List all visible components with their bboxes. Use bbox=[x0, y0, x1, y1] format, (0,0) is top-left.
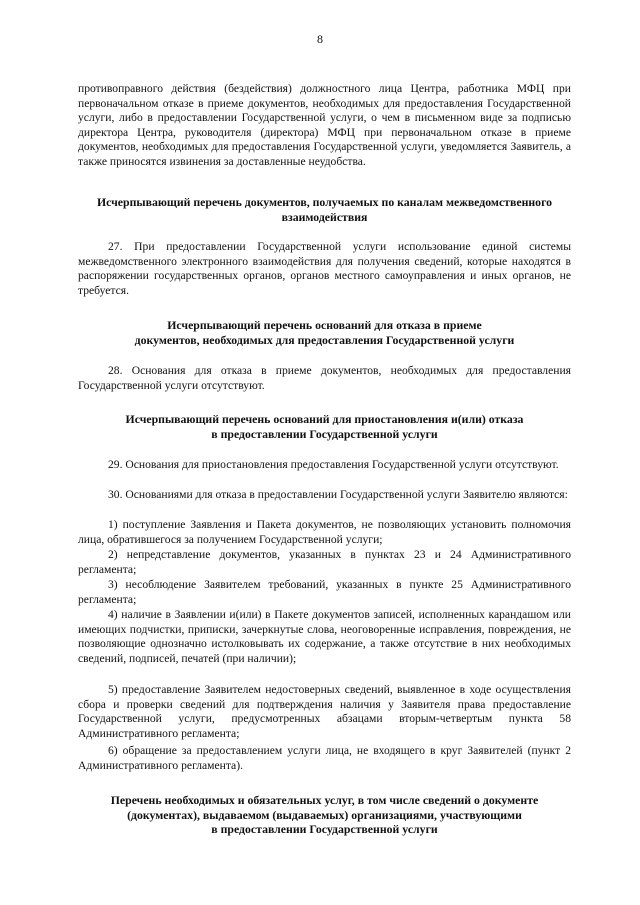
page-number: 8 bbox=[317, 32, 323, 46]
heading-line: Перечень необходимых и обязательных услуг, в том числе сведений о документе bbox=[110, 793, 539, 807]
heading-line: взаимодействия bbox=[281, 209, 368, 224]
heading-mandatory-services bbox=[78, 793, 571, 837]
heading-line: Исчерпывающий перечень оснований для отказа в приеме bbox=[167, 318, 482, 332]
paragraph-28: 28. Основания для отказа в приеме документов, необходимых для предоставления Государственной услуги отсутствуют. bbox=[78, 364, 571, 392]
list-item-1: 1) поступление Заявления и Пакета документов, не позволяющих установить полномочия лица, обратившегося за получением Государственной услуги; bbox=[78, 518, 571, 546]
list-item-5: 5) предоставление Заявителем недостоверных сведений, выявленное в ходе осуществления сбора и проверки сведений для подтверждения наличия у Заявителя права предоставление Государственной услуги, предусмотренных абзацами вторым-четвертым пункта 58 Административного регламента; bbox=[78, 683, 571, 740]
heading-line: в предоставлении Государственной услуги bbox=[211, 426, 438, 441]
paragraph-29: 29. Основания для приостановления предоставления Государственной услуги отсутствуют. bbox=[108, 458, 559, 471]
list-item-4: 4) наличие в Заявлении и(или) в Пакете документов записей, исполненных карандашом или имеющих подчистки, приписки, зачеркнутые слова, неоговоренные исправления, повреждения, не позволяющие однозначно истолковывать их содержание, а также отсутствие в них необходимых сведений, подписей, печатей (при наличии); bbox=[78, 608, 571, 665]
paragraph-intro: противоправного действия (бездействия) должностного лица Центра, работника МФЦ при первоначальном отказе в приеме документов, необходимых для предоставления Государственной услуги, либо в предоставлении Государственной услуги, о чем в письменном виде за подписью директора Центра, руководителя (директора) МФЦ при первоначальном отказе в приеме документов, необходимых для предоставления Государственной услуги, уведомляется Заявитель, а также приносятся извинения за доставленные неудобства. bbox=[78, 82, 571, 168]
heading-line: документов, необходимых для предоставления Государственной услуги bbox=[134, 332, 515, 347]
heading-line: Исчерпывающий перечень документов, получаемых по каналам межведомственного bbox=[96, 195, 553, 209]
paragraph-30: 30. Основаниями для отказа в предоставлении Государственной услуги Заявителю являются: bbox=[108, 488, 568, 501]
heading-line: Исчерпывающий перечень оснований для приостановления и(или) отказа bbox=[125, 412, 524, 426]
paragraph-27: 27. При предоставлении Государственной услуги использование единой системы межведомственного электронного взаимодействия для получения сведений, которые находятся в распоряжении государственных органов, органов местного самоуправления и иных органов, не требуется. bbox=[78, 240, 571, 297]
heading-refusal-grounds bbox=[78, 318, 571, 347]
heading-line: (документах), выдаваемом (выдаваемых) организациями, участвующими bbox=[127, 807, 522, 822]
list-item-3: 3) несоблюдение Заявителем требований, указанных в пункте 25 Административного регламента; bbox=[78, 578, 571, 606]
list-item-2: 2) непредставление документов, указанных в пунктах 23 и 24 Административного регламента; bbox=[78, 548, 571, 576]
heading-interagency-documents bbox=[78, 195, 571, 224]
heading-line: в предоставлении Государственной услуги bbox=[211, 822, 438, 837]
heading-suspension-grounds bbox=[78, 412, 571, 441]
list-item-6: 6) обращение за предоставлением услуги лица, не входящего в круг Заявителей (пункт 2 Административного регламента). bbox=[78, 744, 571, 772]
